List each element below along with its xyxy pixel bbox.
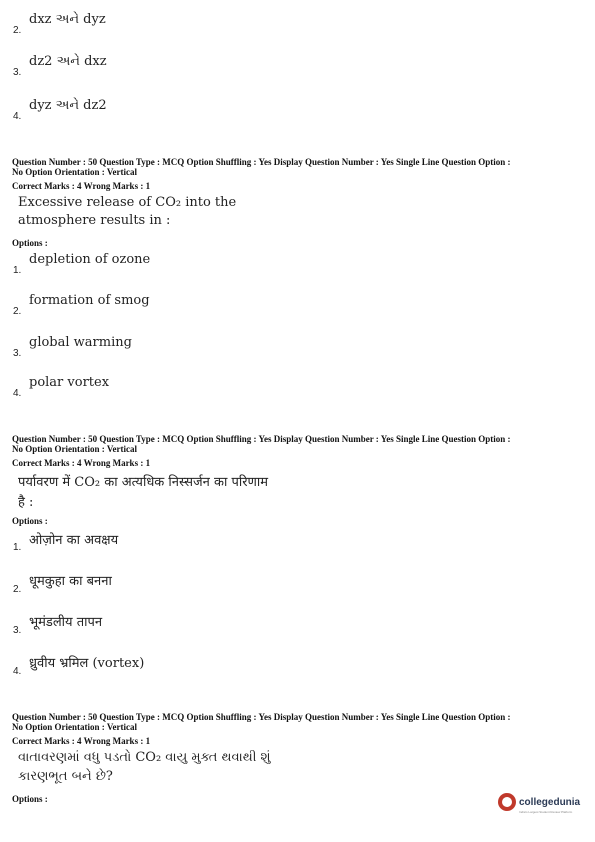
logo-name: collegedunia bbox=[519, 796, 581, 808]
option-text: depletion of ozone bbox=[29, 252, 151, 267]
question-text-line2: atmosphere results in : bbox=[18, 213, 171, 228]
option-number: 1. bbox=[13, 542, 22, 553]
option-number: 4. bbox=[13, 666, 22, 677]
question-text: Excessive release of CO₂ into the bbox=[18, 195, 237, 210]
option-number: 4. bbox=[13, 388, 22, 399]
option-text: dz2 અને dxz bbox=[29, 54, 107, 69]
options-label: Options : bbox=[12, 516, 48, 526]
question-header: Question Number : 50 Question Type : MCQ Option Shuffling : Yes Display Question Number : Yes Single Line Question Option : bbox=[12, 712, 511, 722]
option-text: ध्रुवीय भ्रमिल (vortex) bbox=[29, 656, 145, 671]
question-text: पर्यावरण में CO₂ का अत्यधिक निस्सर्जन का परिणाम bbox=[18, 475, 269, 490]
option-text: polar vortex bbox=[29, 375, 110, 390]
question-header-line2: No Option Orientation : Vertical bbox=[12, 722, 137, 732]
option-number: 2. bbox=[13, 584, 22, 595]
option-text: dyz અને dz2 bbox=[29, 98, 107, 113]
question-header-line2: No Option Orientation : Vertical bbox=[12, 444, 137, 454]
question-header-line2: No Option Orientation : Vertical bbox=[12, 167, 137, 177]
question-marks: Correct Marks : 4 Wrong Marks : 1 bbox=[12, 181, 151, 191]
option-text: ओज़ोन का अवक्षय bbox=[29, 533, 119, 548]
logo-icon bbox=[498, 793, 516, 811]
options-label: Options : bbox=[12, 238, 48, 248]
collegedunia-logo bbox=[498, 793, 580, 814]
question-text-line2: કારણભૂત બને છે? bbox=[18, 769, 113, 784]
option-number: 2. bbox=[13, 306, 22, 317]
option-text: भूमंडलीय तापन bbox=[29, 615, 103, 630]
logo-tagline: India's Largest Student Review Platform bbox=[519, 810, 573, 814]
option-text: global warming bbox=[29, 335, 132, 350]
question-marks: Correct Marks : 4 Wrong Marks : 1 bbox=[12, 736, 151, 746]
option-number: 1. bbox=[13, 265, 22, 276]
option-text: धूमकुहा का बनना bbox=[29, 574, 112, 589]
question-header: Question Number : 50 Question Type : MCQ Option Shuffling : Yes Display Question Number : Yes Single Line Question Option : bbox=[12, 157, 511, 167]
option-number: 3. bbox=[13, 625, 22, 636]
question-marks: Correct Marks : 4 Wrong Marks : 1 bbox=[12, 458, 151, 468]
option-number: 3. bbox=[13, 348, 22, 359]
question-header: Question Number : 50 Question Type : MCQ Option Shuffling : Yes Display Question Number : Yes Single Line Question Option : bbox=[12, 434, 511, 444]
question-text-line2: है : bbox=[18, 495, 34, 510]
question-text: વાતાવરણમાં વધુ પડતો CO₂ વાયુ મુક્ત થવાથી શું bbox=[18, 750, 271, 765]
option-text: dxz અને dyz bbox=[29, 12, 106, 27]
option-number: 3. bbox=[13, 67, 22, 78]
option-number: 4. bbox=[13, 111, 22, 122]
option-number: 2. bbox=[13, 25, 22, 36]
option-text: formation of smog bbox=[29, 293, 150, 308]
options-label: Options : bbox=[12, 794, 48, 804]
